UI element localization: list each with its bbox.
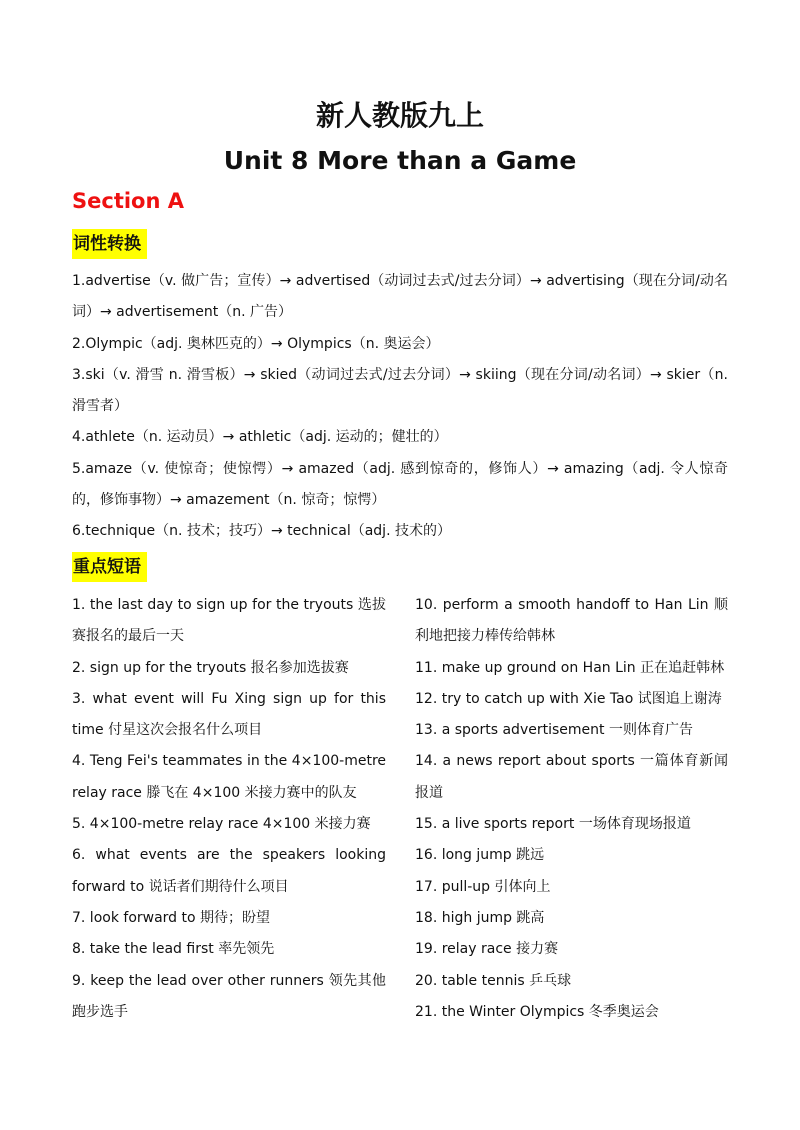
phrase-item: 7. look forward to 期待；盼望 (72, 909, 271, 926)
phrase-item: 8. take the lead first 率先领先 (72, 941, 275, 958)
phrase-item: 11. make up ground on Han Lin 正在追赶韩林 (415, 659, 725, 676)
phrase-item: 10. perform a smooth handoff to Han Lin 顺利地把接力棒传给韩林 (415, 597, 728, 645)
phrase-item: 19. relay race 接力赛 (415, 941, 559, 958)
phrase-item: 18. high jump 跳高 (415, 909, 545, 926)
phrase-item: 13. a sports advertisement 一则体育广告 (415, 722, 693, 739)
phrases-right-column (415, 590, 728, 1028)
section-heading: Section A (72, 189, 184, 213)
conversion-item: 2.Olympic（adj. 奥林匹克的）→ Olympics（n. 奥运会） (72, 335, 440, 352)
conversion-item: 6.technique（n. 技术；技巧）→ technical（adj. 技术的） (72, 523, 451, 540)
phrase-item: 16. long jump 跳远 (415, 847, 545, 864)
phrase-item: 9. keep the lead over other runners 领先其他跑步选手 (72, 972, 386, 1020)
word-conversion-heading: 词性转换 (72, 229, 147, 259)
phrase-item: 4. Teng Fei's teammates in the 4×100-metre relay race 滕飞在 4×100 米接力赛中的队友 (72, 753, 386, 801)
phrase-item: 3. what event will Fu Xing sign up for this time 付星这次会报名什么项目 (72, 690, 386, 739)
conversion-item: 1.advertise（v. 做广告；宣传）→ advertised（动词过去式/过去分词）→ advertising（现在分词/动名词）→ advertisement（n. 广告） (72, 273, 728, 321)
phrase-item: 17. pull-up 引体向上 (415, 878, 551, 895)
key-phrases-heading: 重点短语 (72, 552, 147, 582)
phrases-left-column (72, 590, 386, 1028)
phrase-item: 14. a news report about sports 一篇体育新闻报道 (415, 753, 728, 801)
phrase-item: 15. a live sports report 一场体育现场报道 (415, 816, 691, 833)
phrase-item: 2. sign up for the tryouts 报名参加选拔赛 (72, 659, 349, 676)
conversion-item: 3.ski（v. 滑雪 n. 滑雪板）→ skied（动词过去式/过去分词）→ skiing（现在分词/动名词）→ skier（n. 滑雪者） (72, 366, 728, 415)
phrase-item: 12. try to catch up with Xie Tao 试图追上谢涛 (415, 690, 722, 707)
conversion-item: 4.athlete（n. 运动员）→ athletic（adj. 运动的；健壮的） (72, 429, 448, 446)
document-title-english: Unit 8 More than a Game (223, 146, 577, 175)
conversion-item: 5.amaze（v. 使惊奇；使惊愕）→ amazed（adj. 感到惊奇的，修饰人）→ amazing（adj. 令人惊奇的，修饰事物）→ amazement（n. 惊奇；惊愕） (72, 460, 728, 509)
document-title-chinese: 新人教版九上 (315, 99, 484, 132)
word-conversion-list (72, 266, 728, 548)
phrase-item: 5. 4×100-metre relay race 4×100 米接力赛 (72, 816, 371, 833)
phrase-item: 20. table tennis 乒乓球 (415, 972, 572, 989)
phrase-item: 6. what events are the speakers looking forward to 说话者们期待什么项目 (72, 847, 386, 895)
phrase-item: 21. the Winter Olympics 冬季奥运会 (415, 1003, 659, 1020)
phrase-item: 1. the last day to sign up for the tryouts 选拔赛报名的最后一天 (72, 597, 386, 645)
